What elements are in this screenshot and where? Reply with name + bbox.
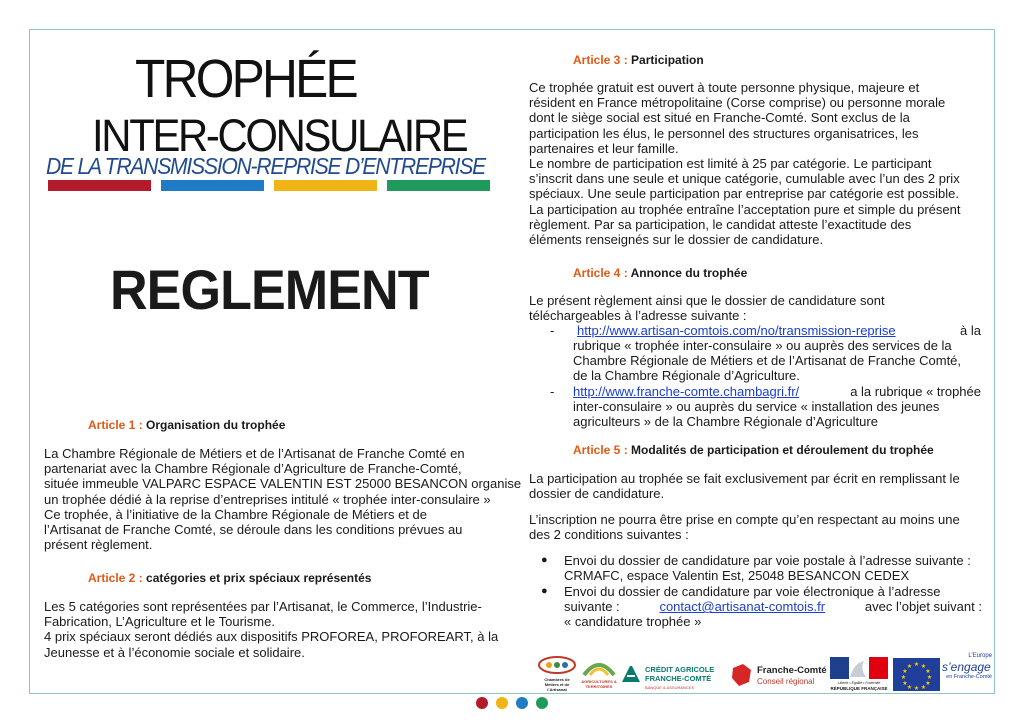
dot-red [476, 697, 488, 709]
article4-item1 [577, 323, 981, 338]
dot-yellow [496, 697, 508, 709]
text-line: Envoi du dossier de candidature par voie électronique à l’adresse [564, 584, 941, 599]
link-artisan-comtois[interactable]: http://www.artisan-comtois.com/no/transmission-reprise [577, 323, 896, 338]
text-line: dossier de candidature. [529, 486, 665, 502]
document-title: REGLEMENT [110, 258, 429, 321]
article3-heading [573, 53, 704, 68]
agri-logo-text: AGRICULTURES & TERRITOIRES [581, 679, 617, 689]
svg-text:★: ★ [926, 674, 933, 681]
marianne-icon [830, 657, 888, 679]
text-line: un trophée dédié à la reprise d’entreprises intitulé « trophée inter-consulaire » [44, 491, 491, 507]
title-trophee: TROPHÉE [135, 49, 356, 109]
article4-item2 [573, 384, 981, 430]
article5-bullet2 [564, 584, 982, 630]
dot-blue [516, 697, 528, 709]
article1-body [44, 446, 522, 553]
email-line [564, 599, 982, 614]
text-line: partenaires et leur famille. [529, 140, 679, 156]
svg-text:★: ★ [906, 663, 913, 670]
svg-text:★: ★ [902, 680, 908, 687]
europe-sengage-logo [942, 652, 992, 694]
article1-num: Article 1 : [88, 418, 143, 432]
text-line: La participation au trophée entraîne l’acceptation pure et simple du présent [529, 201, 961, 217]
bullet-icon: ● [541, 585, 548, 597]
text-line: CRMAFC, espace Valentin Est, 25048 BESANCON CEDEX [564, 568, 910, 584]
text-line: dont le siège social est situé en Franche-Comté. Sont exclus de la [529, 110, 910, 126]
agri-logo [580, 655, 618, 693]
text-line: Le présent règlement ainsi que le dossier de candidature sont [529, 293, 885, 308]
cma-mark-icon [537, 655, 577, 675]
text-line: La Chambre Régionale de Métiers et de l’Artisanat de Franche Comté en [44, 446, 465, 461]
text-line: des 2 conditions suivantes : [529, 527, 689, 543]
bar-yellow [274, 180, 377, 191]
svg-text:★: ★ [900, 674, 907, 681]
article2-heading [88, 571, 371, 586]
article3-body [529, 80, 981, 247]
cma-logo-text: Chambres de Métiers et de l’Artisanat [544, 677, 570, 692]
svg-text:★: ★ [913, 685, 920, 691]
article1-heading [88, 418, 285, 433]
text-line: l’Artisanat de Franche Comté, se déroule dans les conditions prévues au [44, 522, 463, 538]
article4-title: Annonce du trophée [630, 266, 748, 280]
text-line: téléchargeables à l’adresse suivante : [529, 308, 747, 324]
text-line: Fabrication, L’Agriculture et le Tourisme. [44, 614, 275, 630]
franche-comte-map-icon [729, 662, 755, 688]
region-sub: Conseil régional [757, 677, 815, 686]
article2-title: catégories et prix spéciaux représentés [146, 571, 372, 585]
text-line: de la Chambre Régionale d’Agriculture. [573, 368, 800, 384]
text-line: Les 5 catégories sont représentées par l’Artisanat, le Commerce, l’Industrie- [44, 599, 482, 614]
text-line: participation les élus, le personnel des structures organisatrices, les [529, 125, 919, 141]
article2-num: Article 2 : [88, 571, 143, 585]
eu-bot-text: en Franche-Comté [946, 674, 992, 680]
email-link[interactable]: contact@artisanat-comtois.fr [659, 599, 826, 615]
eu-flag [893, 658, 940, 691]
article1-title: Organisation du trophée [146, 418, 286, 432]
svg-text:★: ★ [906, 684, 913, 691]
eu-mid-text: s’engage [942, 660, 991, 674]
item1-after: à la [960, 323, 981, 338]
svg-text:★: ★ [902, 668, 908, 675]
eu-top-text: L’Europe [968, 653, 992, 659]
item1-first-line [577, 323, 981, 338]
text-line: s’inscrit dans une seule et unique catégorie, cumulable avec l’un des 2 prix [529, 171, 960, 187]
article4-intro [529, 293, 981, 323]
ca-sub: BANQUE & ASSURANCES [645, 685, 695, 690]
bar-red [48, 180, 151, 191]
ca-name2: FRANCHE-COMTÉ [645, 674, 712, 683]
link-chambagri[interactable]: http://www.franche-comte.chambagri.fr/ [573, 384, 800, 399]
text-line: éléments renseignés sur le dossier de candidature. [529, 232, 824, 248]
text-line: Ce trophée gratuit est ouvert à toute personne physique, majeure et [529, 80, 920, 95]
svg-text:★: ★ [925, 668, 931, 675]
article5-heading [573, 443, 934, 458]
text-line: agriculteurs » de la Chambre Régionale d’Agriculture [573, 414, 878, 430]
text-line: spéciaux. Une seule participation par entreprise par catégorie est possible. [529, 186, 959, 202]
text-line: Ce trophée, à l’initiative de la Chambre Régionale de Métiers et de [44, 506, 427, 522]
article2-body [44, 599, 499, 660]
eu-stars-icon [893, 658, 940, 691]
text-line: Envoi du dossier de candidature par voie postale à l’adresse suivante : [564, 553, 971, 568]
list-dash: - [550, 384, 555, 399]
article3-num: Article 3 : [573, 53, 628, 67]
republique-francaise-logo [830, 657, 888, 693]
article5-bullet1 [564, 553, 982, 583]
article5-p2 [529, 512, 981, 542]
text-line: située immeuble VALPARC ESPACE VALENTIN EST 25000 BESANCON organise [44, 476, 522, 492]
text-line: « candidature trophée » [564, 614, 702, 630]
text-line: Chambre Régionale de Métiers et de l’Artisanat de Franche Comté, [573, 353, 962, 369]
conseil-regional-logo [729, 660, 829, 690]
text-line: résident en France métropolitaine (Corse comprise) ou personne morale [529, 95, 946, 111]
article5-p1 [529, 471, 981, 501]
rf-name: RÉPUBLIQUE FRANÇAISE [830, 686, 888, 691]
text-line: Jeunesse et à l’économie sociale et solidaire. [44, 644, 305, 660]
rf-motto: Liberté • Égalité • Fraternité [837, 681, 881, 685]
text-fragment: avec l’objet suivant : [864, 599, 982, 615]
text-line: partenariat avec la Chambre Régionale d’Agriculture de Franche-Comté, [44, 461, 462, 477]
list-dash: - [550, 323, 555, 338]
svg-text:★: ★ [920, 663, 927, 670]
article5-title: Modalités de participation et déroulement du trophée [631, 443, 934, 457]
dot-green [536, 697, 548, 709]
text-line: 4 prix spéciaux seront dédiés aux dispositifs PROFOREA, PROFOREART, à la [44, 629, 499, 645]
bullet-icon: ● [541, 554, 548, 566]
bar-green [387, 180, 490, 191]
text-fragment: suivante : [564, 599, 620, 615]
svg-text:★: ★ [925, 680, 931, 687]
agri-mark-icon [580, 655, 618, 677]
title-inter-consulaire: INTER-CONSULAIRE [92, 110, 467, 161]
text-line: rubrique « trophée inter-consulaire » ou auprès des services de la [573, 338, 952, 353]
text-line: inter-consulaire » ou auprès du service « installation des jeunes [573, 399, 940, 415]
title-subtitle: DE LA TRANSMISSION-REPRISE D’ENTREPRISE [46, 153, 485, 179]
text-line: La participation au trophée se fait exclusivement par écrit en remplissant le [529, 471, 960, 486]
item2-first-line [573, 384, 981, 399]
svg-text:★: ★ [920, 684, 927, 691]
text-line: présent règlement. [44, 537, 153, 553]
cma-logo [537, 655, 577, 693]
item2-after: a la rubrique « trophée [850, 384, 981, 399]
ca-mark-icon [620, 664, 642, 684]
article4-num: Article 4 : [573, 266, 628, 280]
article5-num: Article 5 : [573, 443, 628, 457]
text-line: Le nombre de participation est limité à 25 par catégorie. Le participant [529, 156, 932, 172]
region-name: Franche-Comté [757, 665, 827, 676]
ca-name1: CRÉDIT AGRICOLE [645, 665, 715, 674]
article4-item1-rest [573, 338, 981, 384]
bar-blue [161, 180, 264, 191]
text-line: règlement. Par sa participation, le candidat atteste l’exactitude des [529, 216, 912, 232]
text-line: L’inscription ne pourra être prise en compte qu’en respectant au moins une [529, 512, 960, 527]
article3-title: Participation [631, 53, 704, 67]
credit-agricole-logo [620, 662, 720, 690]
article4-heading [573, 266, 747, 281]
svg-text:★: ★ [913, 661, 920, 668]
color-bars [48, 180, 490, 191]
